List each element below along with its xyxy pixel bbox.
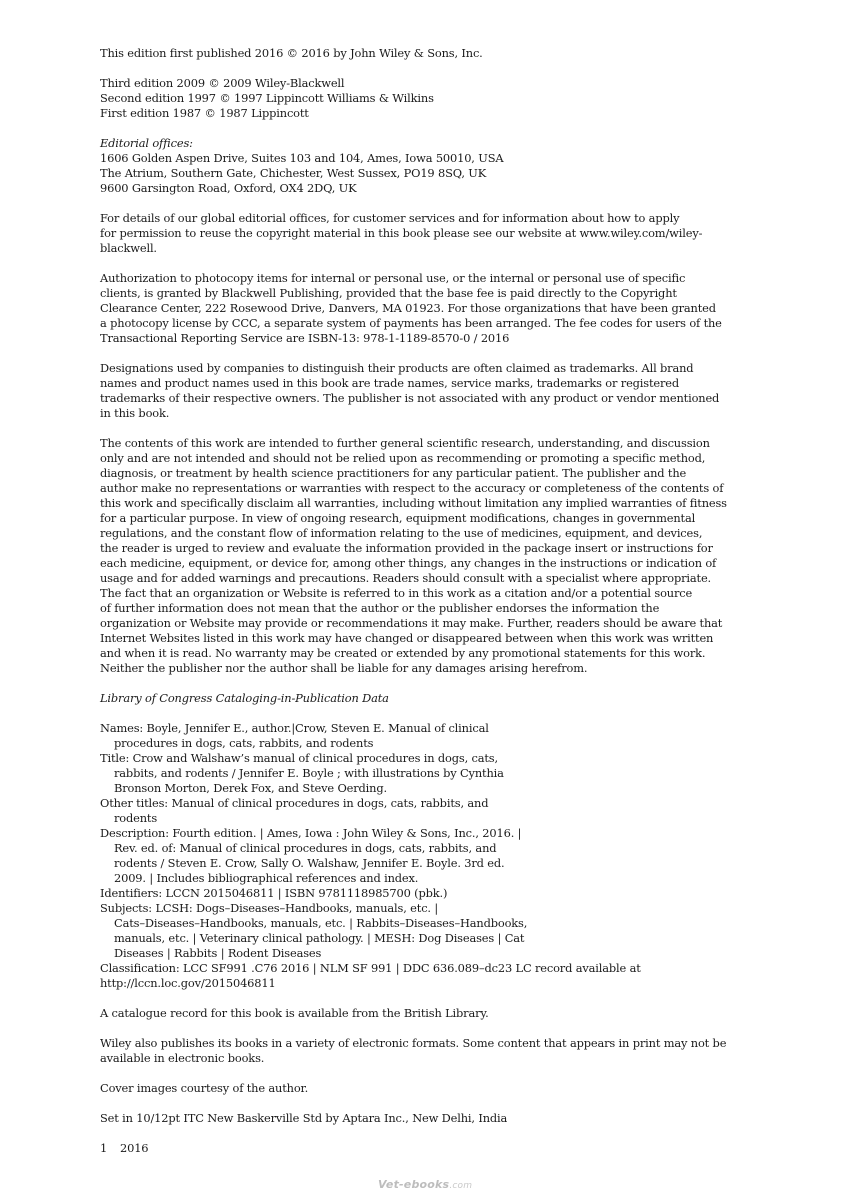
- text-line: Wiley also publishes its books in a variety of electronic formats. Some content that appears in print may not be: [100, 1036, 727, 1050]
- text-line: organization or Website may provide or recommendations it may make. Further, readers should be aware that: [100, 616, 723, 630]
- cip-entry-continuation: Rev. ed. of: Manual of clinical procedures in dogs, cats, rabbits, and: [114, 841, 497, 855]
- text-line: names and product names used in this book are trade names, service marks, trademarks or registered: [100, 376, 680, 390]
- watermark-suffix: .com: [449, 1181, 473, 1191]
- cip-entry-first-line: Other titles: Manual of clinical procedures in dogs, cats, rabbits, and: [100, 796, 489, 810]
- text-line: the reader is urged to review and evaluate the information provided in the package insert or instructions for: [100, 541, 713, 555]
- text-line: Set in 10/12pt ITC New Baskerville Std by Aptara Inc., New Delhi, India: [100, 1111, 508, 1125]
- disclaimer-paragraph: [100, 436, 745, 676]
- cip-heading-block: [100, 691, 745, 706]
- cip-entry-continuation: 2009. | Includes bibliographical references and index.: [114, 871, 419, 885]
- cip-entry-continuation: rabbits, and rodents / Jennifer E. Boyle ; with illustrations by Cynthia: [114, 766, 504, 780]
- edition-line: Second edition 1997 © 1997 Lippincott Williams & Wilkins: [100, 91, 434, 105]
- text-line: each medicine, equipment, or device for, among other things, any changes in the instructions or indication of: [100, 556, 717, 570]
- text-line: usage and for added warnings and precautions. Readers should consult with a specialist where appropriate.: [100, 571, 712, 585]
- text-line: Designations used by companies to distinguish their products are often claimed as trademarks. All brand: [100, 361, 694, 375]
- previous-editions: [100, 76, 745, 121]
- cip-entry-continuation: Bronson Morton, Derek Fox, and Steve Oerding.: [114, 781, 387, 795]
- text-line: The contents of this work are intended to further general scientific research, understanding, and discussion: [100, 436, 710, 450]
- cip-entry-continuation: manuals, etc. | Veterinary clinical pathology. | MESH: Dog Diseases | Cat: [114, 931, 525, 945]
- cip-entry-first-line: Title: Crow and Walshaw’s manual of clinical procedures in dogs, cats,: [100, 751, 498, 765]
- text-line: blackwell.: [100, 241, 157, 255]
- cip-entry-identifiers: [100, 886, 745, 901]
- text-line: a photocopy license by CCC, a separate system of payments has been arranged. The fee codes for users of the: [100, 316, 722, 330]
- cip-entry-continuation: rodents: [114, 811, 158, 825]
- printing-line: [100, 1141, 745, 1156]
- electronic-formats-paragraph: [100, 1036, 745, 1066]
- cip-data-block: [100, 721, 745, 991]
- text-line: Transactional Reporting Service are ISBN-13: 978-1-1189-8570-0 / 2016: [100, 331, 510, 345]
- cip-entry-first-line: Identifiers: LCCN 2015046811 | ISBN 9781118985700 (pbk.): [100, 886, 448, 900]
- edition-line: This edition first published 2016 © 2016 by John Wiley & Sons, Inc.: [100, 46, 483, 60]
- editorial-offices-heading: Editorial offices:: [100, 136, 193, 150]
- cip-entry-continuation: procedures in dogs, cats, rabbits, and rodents: [114, 736, 374, 750]
- cip-entry-other-titles: [100, 796, 745, 826]
- cip-entry-description: [100, 826, 745, 886]
- cip-entry-title: [100, 751, 745, 796]
- cip-entry-first-line: Names: Boyle, Jennifer E., author.|Crow, Steven E. Manual of clinical: [100, 721, 489, 735]
- text-line: for a particular purpose. In view of ongoing research, equipment modifications, changes in governmental: [100, 511, 696, 525]
- lccn-link: http://lccn.loc.gov/2015046811: [100, 976, 276, 990]
- cip-entry-first-line: Subjects: LCSH: Dogs–Diseases–Handbooks, manuals, etc. |: [100, 901, 439, 915]
- cip-entry-continuation: Cats–Diseases–Handbooks, manuals, etc. | Rabbits–Diseases–Handbooks,: [114, 916, 528, 930]
- edition-line: First edition 1987 © 1987 Lippincott: [100, 106, 309, 120]
- watermark-brand: Vet-ebooks: [378, 1178, 450, 1191]
- copyright-page: [100, 46, 745, 1171]
- authorization-paragraph: [100, 271, 745, 346]
- watermark-logo: [378, 1178, 472, 1191]
- text-line: Neither the publisher nor the author shall be liable for any damages arising herefrom.: [100, 661, 588, 675]
- cip-heading: Library of Congress Cataloging-in-Publication Data: [100, 691, 389, 705]
- edition-statement: [100, 46, 745, 61]
- printing-year: 2016: [120, 1141, 149, 1155]
- cip-entry-subjects: [100, 901, 745, 961]
- cip-entry-continuation: Diseases | Rabbits | Rodent Diseases: [114, 946, 322, 960]
- text-line: Clearance Center, 222 Rosewood Drive, Danvers, MA 01923. For those organizations that have been granted: [100, 301, 716, 315]
- catalogue-record: [100, 1006, 745, 1021]
- text-line: regulations, and the constant flow of information relating to the use of medicines, equipment, and devices,: [100, 526, 703, 540]
- designations-paragraph: [100, 361, 745, 421]
- text-line: The fact that an organization or Website is referred to in this work as a citation and/or a potential source: [100, 586, 693, 600]
- text-line: diagnosis, or treatment by health science practitioners for any particular patient. The publisher and the: [100, 466, 687, 480]
- text-line: trademarks of their respective owners. The publisher is not associated with any product or vendor mentioned: [100, 391, 720, 405]
- text-line: A catalogue record for this book is available from the British Library.: [100, 1006, 489, 1020]
- text-line: clients, is granted by Blackwell Publishing, provided that the base fee is paid directly to the Copyright: [100, 286, 677, 300]
- text-line: author make no representations or warranties with respect to the accuracy or completeness of the contents of: [100, 481, 724, 495]
- text-line: this work and specifically disclaim all warranties, including without limitation any implied warranties of fitness: [100, 496, 727, 510]
- cip-entry-first-line: Classification: LCC SF991 .C76 2016 | NLM SF 991 | DDC 636.089–dc23 LC record available at: [100, 961, 641, 975]
- text-line: and when it is read. No warranty may be created or extended by any promotional statements for this work.: [100, 646, 706, 660]
- editorial-offices: [100, 136, 745, 196]
- text-line: only and are not intended and should not be relied upon as recommending or promoting a specific method,: [100, 451, 706, 465]
- cip-entry-names: [100, 721, 745, 751]
- text-line: of further information does not mean that the author or the publisher endorses the information the: [100, 601, 660, 615]
- cip-entry-first-line: Description: Fourth edition. | Ames, Iowa : John Wiley & Sons, Inc., 2016. |: [100, 826, 522, 840]
- text-line: Authorization to photocopy items for internal or personal use, or the internal or personal use of specific: [100, 271, 686, 285]
- printing-number: 1: [100, 1141, 108, 1155]
- cover-images-credit: [100, 1081, 745, 1096]
- typeset-statement: [100, 1111, 745, 1126]
- text-line: Internet Websites listed in this work may have changed or disappeared between when this work was written: [100, 631, 714, 645]
- cip-entry-continuation: rodents / Steven E. Crow, Sally O. Walshaw, Jennifer E. Boyle. 3rd ed.: [114, 856, 505, 870]
- cip-entry-classification: [100, 961, 745, 991]
- text-line: available in electronic books.: [100, 1051, 265, 1065]
- text-line: for permission to reuse the copyright material in this book please see our website at www.wiley.com/wiley-: [100, 226, 703, 240]
- details-paragraph: [100, 211, 745, 256]
- office-address: 9600 Garsington Road, Oxford, OX4 2DQ, UK: [100, 181, 357, 195]
- office-address: The Atrium, Southern Gate, Chichester, West Sussex, PO19 8SQ, UK: [100, 166, 487, 180]
- text-line: Cover images courtesy of the author.: [100, 1081, 309, 1095]
- text-line: in this book.: [100, 406, 170, 420]
- office-address: 1606 Golden Aspen Drive, Suites 103 and 104, Ames, Iowa 50010, USA: [100, 151, 504, 165]
- edition-line: Third edition 2009 © 2009 Wiley-Blackwell: [100, 76, 345, 90]
- text-line: For details of our global editorial offices, for customer services and for information about how to apply: [100, 211, 680, 225]
